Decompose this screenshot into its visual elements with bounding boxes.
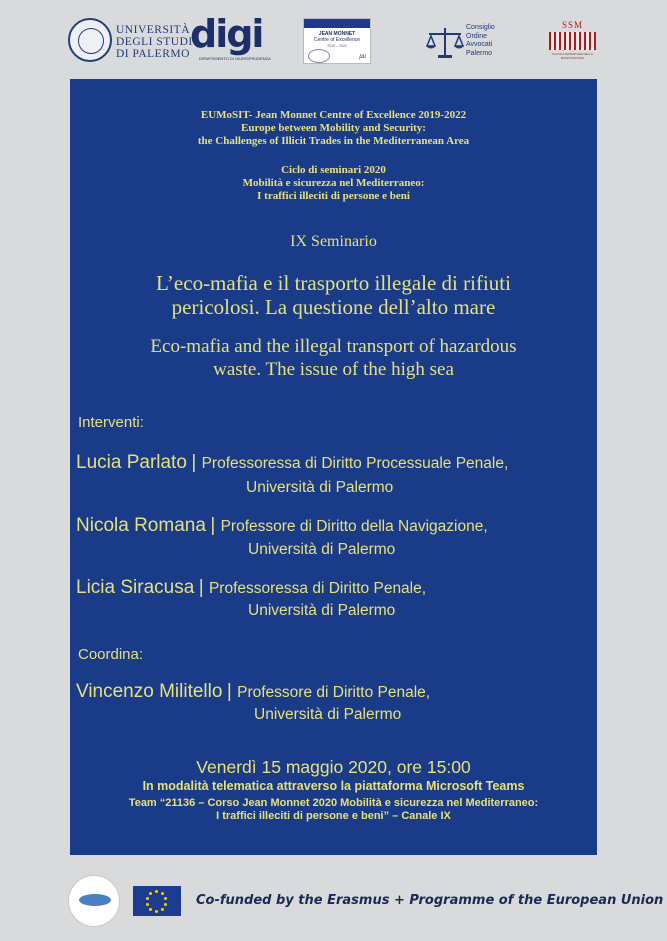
title-italian-line1: L’eco-mafia e il trasporto illegale di rifiuti [156,271,511,295]
digi-logo: digi [190,12,263,56]
coa-line: Avvocati [466,41,493,48]
speaker-name: Lucia Parlato [76,452,187,473]
title-english-line1: Eco-mafia and the illegal transport of hazardous [150,336,517,357]
speakers-label: Interventi: [78,414,144,431]
event-date: Venerdì 15 maggio 2020, ore 15:00 [196,757,471,777]
coordinator-affiliation: Università di Palermo [254,706,402,723]
jean-monnet-logo [303,18,371,64]
speaker-affiliation: Università di Palermo [246,479,394,496]
coa-line: Palermo [466,49,493,57]
separator: | [210,515,221,536]
cofunded-text: Co-funded by the Erasmus + Programme of the European Union [196,893,664,908]
coordinator-name: Vincenzo Militello [76,681,223,702]
coa-logo [466,24,495,58]
speaker-row [76,577,426,599]
event-mode: In modalità telematica attraverso la piattaforma Microsoft Teams [142,779,525,793]
building-icon [549,32,596,50]
speaker-role: Professore di Diritto della Navigazione, [220,518,488,535]
event-team-line2: I traffici illeciti di persone e beni” – Canale IX [216,810,451,822]
jm-line1: JEAN MONNET [318,31,356,37]
coordinator-row [76,681,430,703]
unipa-line: UNIVERSITÀ [116,24,190,36]
seminar-number: IX Seminario [290,233,377,250]
unipa-line: DEGLI STUDI [116,36,193,48]
title-italian-line2: pericolosi. La questione dell’alto mare [171,295,496,319]
speaker-role: Professoressa di Diritto Penale, [208,580,427,597]
separator: | [191,452,202,473]
eu-flag-icon [133,886,181,916]
eumosit-logo-icon [68,875,120,927]
ssm-subtitle: SCUOLA SUPERIORE DELLA MAGISTRATURA [551,52,593,60]
unipa-logo [116,24,193,60]
ssm-logo [545,20,600,62]
jm-mark: pu [359,54,366,60]
coordinator-label: Coordina: [78,646,144,663]
jm-emblem-icon [308,49,330,63]
separator: | [198,577,209,598]
centre-title: EUMoSIT- Jean Monnet Centre of Excellence 2019-2022 [200,109,467,121]
event-team-line1: Team “21136 – Corso Jean Monnet 2020 Mobilità e sicurezza nel Mediterraneo: [128,797,539,809]
speaker-affiliation: Università di Palermo [248,602,396,619]
separator: | [226,681,238,702]
project-subtitle: the Challenges of Illicit Trades in the Mediterranean Area [197,135,470,147]
coa-line: Consiglio [466,24,495,31]
eu-bar-icon [304,19,370,28]
poster [70,79,597,855]
ssm-title: SSM [561,20,583,30]
coa-line: Ordine [466,32,488,40]
speaker-name: Nicola Romana [76,515,206,536]
speaker-name: Licia Siracusa [76,577,195,598]
project-title: Europe between Mobility and Security: [241,122,426,134]
cycle-title: Mobilità e sicurezza nel Mediterraneo: [242,177,425,189]
speaker-role: Professoressa di Diritto Processuale Penale, [201,455,509,472]
cycle-label: Ciclo di seminari 2020 [281,164,386,176]
digi-subtitle: DIPARTIMENTO DI GIURISPRUDENZA [199,56,271,61]
speaker-row [76,452,508,474]
university-seal-icon [68,18,112,62]
scales-of-justice-icon [425,26,465,60]
title-english-line2: waste. The issue of the high sea [213,359,454,380]
cycle-subtitle: I traffici illeciti di persone e beni [257,190,410,202]
speaker-row [76,515,488,537]
unipa-line: DI PALERMO [116,48,190,60]
jm-line3: 2019 – 2022 [327,44,347,48]
jm-line2: Centre of Excellence [313,37,361,43]
coordinator-role: Professore di Diritto Penale, [237,684,431,701]
logo-bar [0,0,667,80]
speaker-affiliation: Università di Palermo [248,541,396,558]
